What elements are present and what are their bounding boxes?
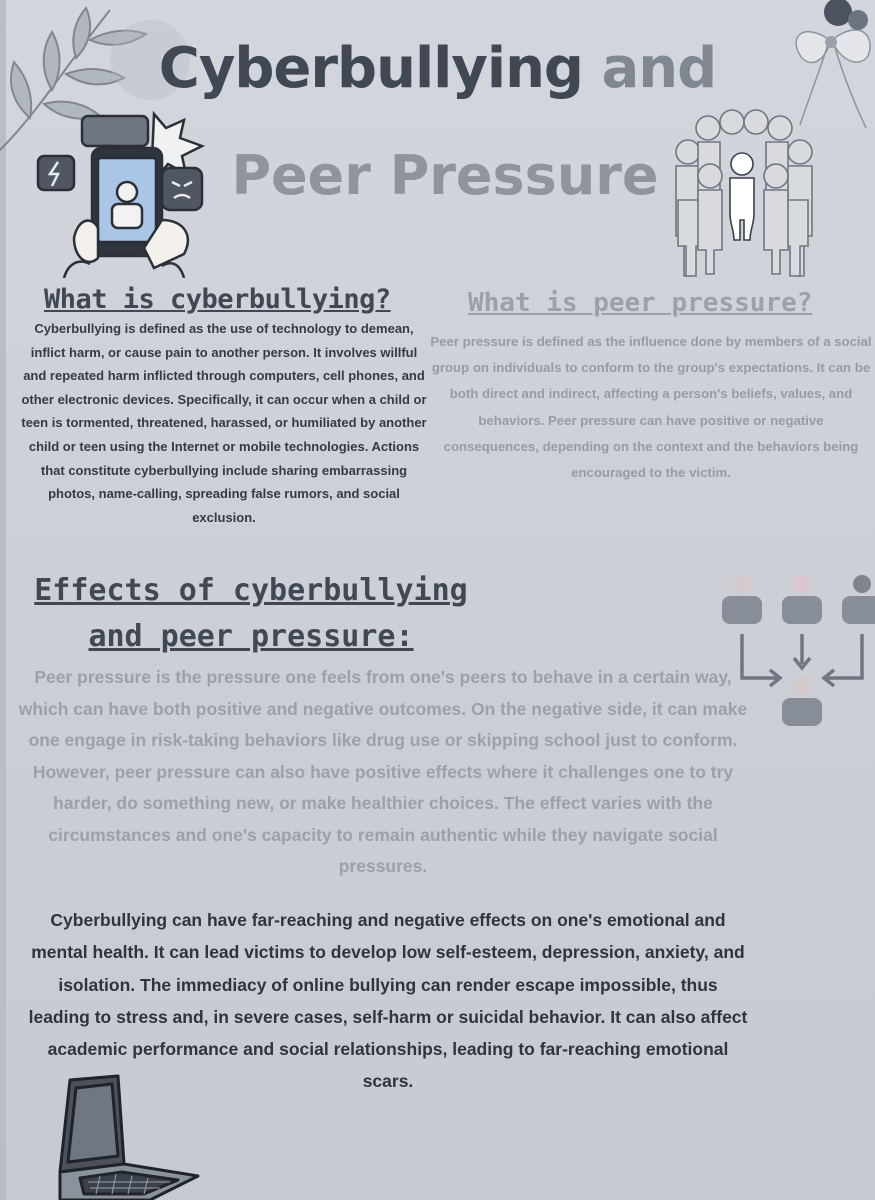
- effects-heading-line1: Effects of cyberbullying: [34, 573, 468, 608]
- crowd-pressure-icon: [668, 108, 818, 280]
- page-subtitle: Peer Pressure: [231, 144, 659, 207]
- left-border: [0, 0, 6, 1200]
- page-title: [0, 36, 875, 101]
- effects-heading: [20, 568, 482, 660]
- cyberbullying-effects-text: Cyberbullying can have far-reaching and negative effects on one's emotional and mental health. It can lead victims to develop low self-esteem, depression, anxiety, and isolation. The immediacy of online bullying can render escape impossible, thus leading to stress and, in severe cases, self-harm or suicidal behavior. It can also affect academic performance and social relationships, leading to far-reaching emotional scars.: [28, 910, 748, 1092]
- cyberbullying-heading: What is cyberbullying?: [44, 284, 391, 315]
- title-word-and: and: [601, 36, 717, 101]
- laptop-icon: [40, 1072, 210, 1200]
- effects-heading-line2: and peer pressure:: [88, 619, 414, 654]
- peer-pressure-definition: Peer pressure is defined as the influence done by members of a social group on individuals to conform to the group's expectations. It can be both direct and indirect, affecting a person's beliefs, values, and behaviors. Peer pressure can have positive or negative consequences, depending on the context and the behaviors being encouraged to the victim.: [430, 334, 872, 481]
- cyberbullying-definition: Cyberbullying is defined as the use of technology to demean, inflict harm, or cause pain to another person. It involves willful and repeated harm inflicted through computers, cell phones, and other electronic devices. Specifically, it can occur when a child or teen is tormented, threatened, harassed, or humiliated by another child or teen using the Internet or mobile technologies. Actions that constitute cyberbullying include sharing embarrassing photos, name-calling, spreading false rumors, and social exclusion.: [21, 321, 427, 525]
- peer-pressure-effects-text: Peer pressure is the pressure one feels from one's peers to behave in a certain way, which can have both positive and negative outcomes. On the negative side, it can make one engage in risk-taking behaviors like drug use or skipping school just to conform. However, peer pressure can also have positive effects where it challenges one to try harder, do something new, or make healthier choices. The effect varies with the circumstances and one's capacity to remain authentic while they navigate social pressures.: [18, 667, 748, 876]
- title-word-cyberbullying: Cyberbullying: [158, 36, 584, 101]
- peer-pressure-heading: What is peer pressure?: [468, 288, 813, 318]
- phone-bullying-icon: [34, 108, 214, 278]
